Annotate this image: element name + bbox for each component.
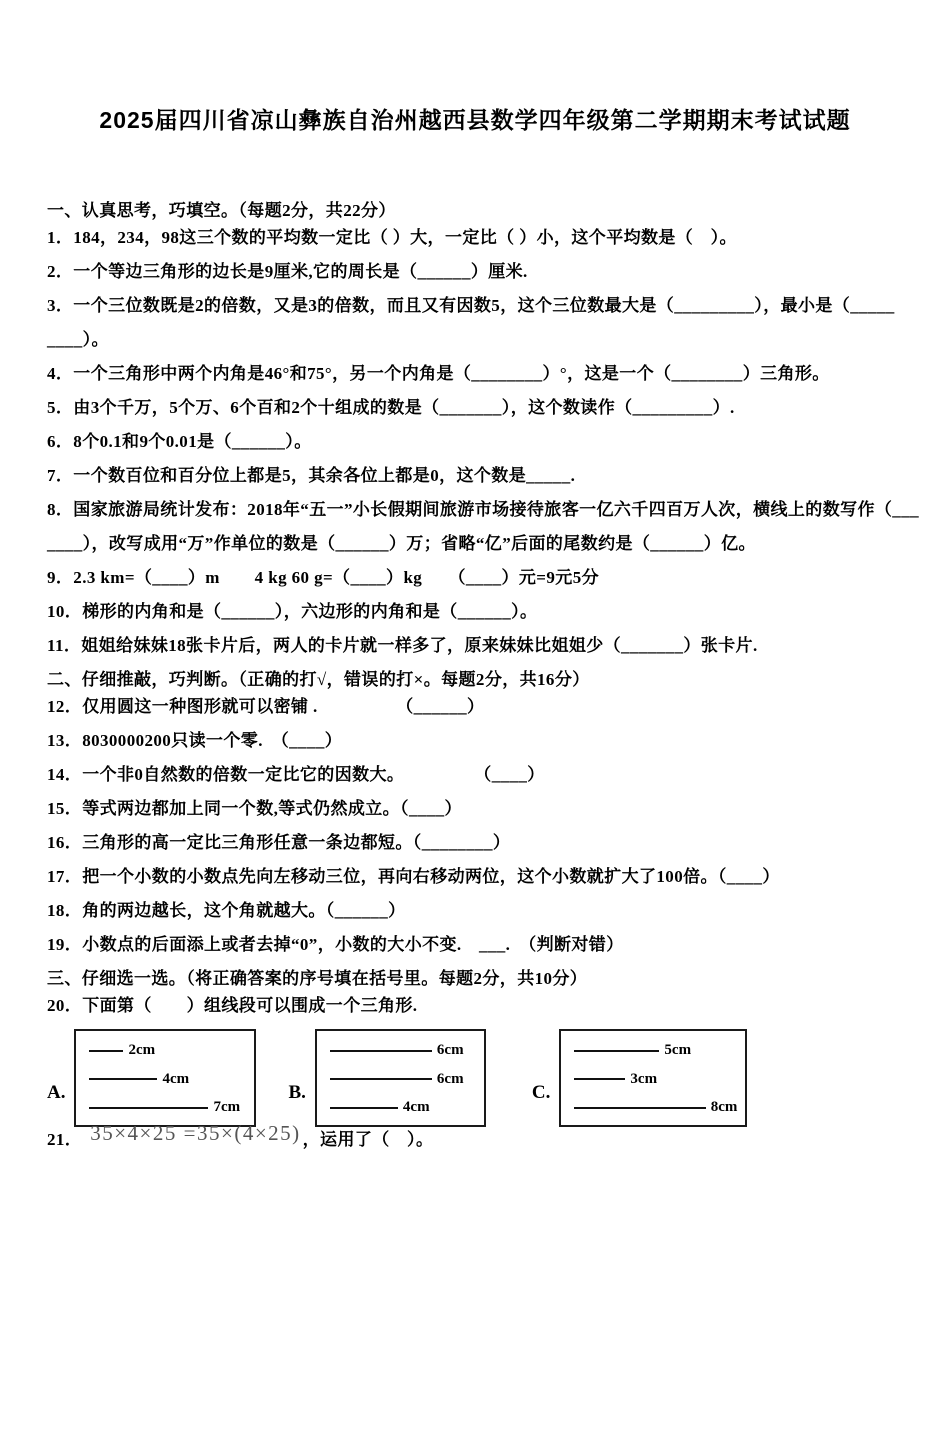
section-heading: 三、仔细选一选。（将正确答案的序号填在括号里。每题2分，共10分）: [47, 969, 588, 988]
question-line: 19．小数点的后面添上或者去掉“0”，小数的大小不变. ___. （判断对错）: [47, 935, 624, 954]
segment-line: [574, 1050, 659, 1052]
option-box: [559, 1029, 747, 1127]
question-21: [47, 1121, 930, 1151]
question-line: ____）。: [47, 330, 109, 349]
line-segment-row: [330, 1100, 476, 1115]
q21-suffix: ，运用了（ ）。: [302, 1130, 434, 1149]
question-line: 17．把一个小数的小数点先向左移动三位，再向右移动两位，这个小数就扩大了100倍。（____）: [47, 867, 780, 886]
question20-options: [47, 1029, 930, 1127]
segment-length-label: 2cm: [128, 1042, 156, 1058]
line-segment-row: [330, 1043, 476, 1058]
question-line: 16．三角形的高一定比三角形任意一条边都短。（________）: [47, 833, 511, 852]
segment-line: [89, 1107, 208, 1109]
q20-option: [532, 1029, 747, 1127]
line-segment-row: [574, 1072, 737, 1087]
segment-length-label: 6cm: [436, 1070, 464, 1087]
option-label: A.: [47, 1082, 66, 1103]
question-line: 4．一个三角形中两个内角是46°和75°，另一个内角是（________）°，这是一个（________）三角形。: [47, 364, 830, 383]
q20-option: [47, 1029, 256, 1127]
segment-line: [574, 1107, 705, 1109]
option-label: B.: [288, 1082, 306, 1103]
line-segment-row: [89, 1072, 246, 1087]
segment-length-label: 4cm: [162, 1070, 190, 1087]
question-lines: [47, 200, 930, 1017]
question-line: 18．角的两边越长，这个角就越大。（______）: [47, 901, 406, 920]
exam-page: [0, 106, 950, 1450]
segment-line: [89, 1078, 157, 1080]
question-line: 13．8030000200只读一个零. （____）: [47, 731, 343, 750]
q21-formula: 35×4×25 =35×(4×25): [90, 1121, 301, 1145]
question-line: 12．仅用圆这一种图形就可以密铺 . （______）: [47, 697, 485, 716]
question-line: 5．由3个千万，5个万、6个百和2个十组成的数是（_______），这个数读作（_________）.: [47, 398, 735, 417]
line-segment-row: [89, 1043, 246, 1058]
segment-length-label: 3cm: [630, 1070, 658, 1087]
segment-length-label: 7cm: [213, 1099, 241, 1115]
question-line: 8．国家旅游局统计发布：2018年“五一”小长假期间旅游市场接待旅客一亿六千四百万人次，横线上的数写作（___: [47, 500, 919, 519]
segment-line: [89, 1050, 123, 1052]
option-label: C.: [531, 1082, 551, 1103]
segment-length-label: 6cm: [436, 1042, 464, 1058]
q21-number: 21．: [47, 1130, 83, 1149]
section-heading: 一、认真思考，巧填空。（每题2分，共22分）: [47, 201, 396, 220]
question-line: 14．一个非0自然数的倍数一定比它的因数大。 （____）: [47, 765, 545, 784]
question-line: 15．等式两边都加上同一个数,等式仍然成立。（____）: [47, 799, 462, 818]
question-line: 10．梯形的内角和是（______），六边形的内角和是（______）。: [47, 602, 538, 621]
question-line: 9．2.3 km=（____）m 4 kg 60 g=（____）kg （____）元=9元5分: [47, 568, 599, 587]
question-line: 11．姐姐给妹妹18张卡片后，两人的卡片就一样多了，原来妹妹比姐姐少（_______）张卡片.: [47, 636, 758, 655]
question-line: 3．一个三位数既是2的倍数，又是3的倍数，而且又有因数5，这个三位数最大是（_________），最小是（_____: [47, 296, 895, 315]
question-line: 2．一个等边三角形的边长是9厘米,它的周长是（______）厘米.: [47, 262, 528, 281]
line-segment-row: [574, 1100, 737, 1115]
segment-line: [330, 1050, 432, 1052]
segment-length-label: 5cm: [664, 1042, 692, 1058]
question-line: 7．一个数百位和百分位上都是5，其余各位上都是0，这个数是_____.: [47, 466, 576, 485]
segment-length-label: 4cm: [402, 1099, 430, 1115]
segment-line: [330, 1078, 432, 1080]
segment-line: [574, 1078, 625, 1080]
line-segment-row: [89, 1100, 246, 1115]
question-line: 20．下面第（ ）组线段可以围成一个三角形.: [47, 996, 418, 1015]
exam-body: [47, 200, 930, 1151]
question-line: 6．8个0.1和9个0.01是（______）。: [47, 432, 312, 451]
line-segment-row: [574, 1043, 737, 1058]
option-box: [315, 1029, 486, 1127]
question-line: 1．184，234，98这三个数的平均数一定比（ ）大，一定比（ ）小，这个平均数是（ ）。: [47, 228, 737, 247]
segment-length-label: 8cm: [710, 1099, 738, 1115]
section-heading: 二、仔细推敲，巧判断。（正确的打√，错误的打×。每题2分，共16分）: [47, 670, 590, 689]
q20-option: [288, 1029, 485, 1127]
segment-line: [330, 1107, 398, 1109]
page-title: 2025届四川省凉山彝族自治州越西县数学四年级第二学期期末考试试题: [99, 107, 851, 133]
question-line: ____），改写成用“万”作单位的数是（______）万；省略“亿”后面的尾数约是（______）亿。: [47, 534, 756, 553]
line-segment-row: [330, 1072, 476, 1087]
option-box: [74, 1029, 256, 1127]
